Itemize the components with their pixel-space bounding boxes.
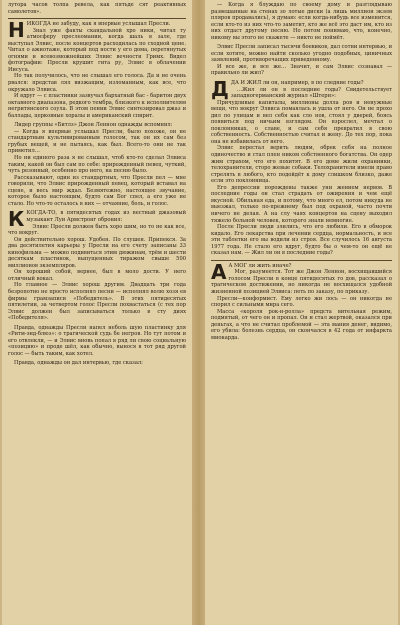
text-paragraph: Элвис Пресли должен быть хоро шим, но то не как все, что вокруг. <box>8 223 186 237</box>
text-paragraph: Правда, однажды он дал интервью, где сказал: <box>14 360 143 367</box>
text-paragraph: ККОГДА-ТО, в пятидесятых годах из вестный джазовый музыкант Луи Армстронг обронил: <box>8 207 186 232</box>
text-paragraph: ДДА И ЖИЛ ли он, например, в по следние годы? <box>211 77 364 102</box>
text-paragraph: И вдруг — с пластинки зазвучал бархатный бас - баритон двух октавного диапазона, редкого тембра, близкого к исполнителям негритянского соула. В этом пении Элвис синтезировал джаз и баллады, церковные хоралы и американский спирит. <box>8 93 186 119</box>
text-paragraph: Лидер группы «Битлз» Джон Леннон однажды вспомнил: <box>14 122 173 129</box>
text-paragraph: Его депрессии порождены также уни жением нервов. В последние годы он стал страдать от ожирения и чем ещё вкусной. Обильная еда, и потому, что много ел, потом никуда не выезжал, только по-прежнему был под охраной, часто почти ничего не делая. А на слу чаях концертов на сцену выходил тяжело больной человек, которого знали немногие. <box>211 184 392 224</box>
text-paragraph: А А МОГ ли жить иначе? <box>211 259 292 284</box>
text-paragraph: Он действительно хорош. Удобен. По слушен. Припекся. За два десятилетия карьеры у Пресли на его счету записаны 33 кинофильма — можно подивиться этим дюжинам, трём и шести десяткам пластинок, выпущенных тиражом свыше 500 миллионов экземпляров. <box>8 236 186 269</box>
text-paragraph: Но так получилось, что не слышал его голоса. Да и не очень рвался: представ лял визжащим, изломанным, как все, что окружало Элвиса. <box>8 73 186 93</box>
divider <box>211 260 392 261</box>
text-paragraph: Правда, однажды Пресли напел неболь шую пластинку для «Ритм-энд-блюз»: о трагической судь бе негров. Но тут потом и его отвлекли, — и Элвис вновь попал в ряд ли свою социальную «позицию» и проде шёл, как обычно, вынося в тот ряд другой голос — быть таким, как хотел. <box>8 324 186 357</box>
text-paragraph: лутора часов толпа ревела, как пятьде сят реактивных самолетов». <box>8 2 186 15</box>
text-paragraph: Но ни единого раза я не слышал, чтоб кто-то сделал Элвиса таким, какой он был сам по себе: прирожденный певец, чуткий, чуть резонный, особенно про него, на песню было. <box>8 155 186 175</box>
text-paragraph: Мог, разумеется. Тот же Джон Леннон, восхищавшийся голосом Пресли в конце пятидесятых го дов, рассказал о трагическом достижении, но никогда не восхищался удобной жизненной позицией Элвиса: петь по заказу, по приказу. <box>211 269 392 295</box>
text-paragraph: Рассказывают, один из стандартных, что Пресли пел — мне говорили, что Элвис прирожденный певец, который вставал на сцене, и весь мир ждал. Безмятежно, настоящее звучание, которое было настоящим, будто сам Бог спел, а его уже не стало. Но что-то осталось в них — отчаяние, боль, и голос. <box>8 174 186 207</box>
text-paragraph: …Жил ли он в последние годы? Свидетельствует западногерманский журнал «Штерн»: <box>230 86 392 100</box>
drop-cap: Н <box>8 18 25 43</box>
text-paragraph: Пресли—конформист. Ему легко жи лось — он никогда не спорил с сильными мира сего. <box>211 295 392 309</box>
text-paragraph: НИКОГДА не забуду, как я впервые услышал Пресли. <box>8 18 171 43</box>
clipping-gap <box>192 0 205 625</box>
text-paragraph: Знал уже факты скандальной хро ники, читал ту атмосферу преслеомании, когда шаль в зале, где выступал Элвис, после концертов расходилась по сходной цене. Читал о ажиотаже, который под ности у его дома, перетянутых огнями и всевозможнейших Элвис вечности Гримх. Видел фотографии: Пресли крушит гита ру, Элвис в облачении Иисуса. <box>8 27 186 73</box>
text-paragraph: И все же, и все же… Значит, и сам Элвис сознавал — правильно ли жил? <box>211 63 392 77</box>
text-paragraph: — Когда я блуждаю по своему дому и разглядываю развешанные на стенах зо лотые диски (а лишь миллион экзем пляров продавались), я думаю: если когда-нибудь все изменится, если кто-то из них что-то заметит, кто же всё это даст им, кто из них отдаст другому песню. Но потом понимаю, что, конечно, никому вы этого не скажете — никто не поймёт. <box>211 2 392 41</box>
left-column <box>2 0 192 625</box>
text-paragraph: Он хороший собой, вернее, был в моло дости. У него отличный вокал. <box>8 269 186 282</box>
text-paragraph: После Пресли люди злились, что его любили. Его в обморок кидало. Его лекарства при лечении сердца, нормальность, и все эти таблетки его вы водили из строя. Все случилось 16 августа 1977 года. Не стало его вдруг, будто бы о чем-то он ещё не сказал нам. — Жил ли он в последние годы? <box>211 224 392 257</box>
drop-cap: Д <box>211 77 229 102</box>
text-paragraph: Но главное — Элвис хорош другим. Двадцать три года безропотно не просто исполнял песни — исполнял волю хозя ев фирмы грамзаписи «Победитель». В этих пятидесятых пятилетии, за четвертом голос Пресли похвастаться (с тех пор Элвис должен был записываться только в сту диях «Победителя». <box>8 282 186 322</box>
text-paragraph: Элвис перестал верить людям, обрек себя на полное одиночество и стал плен ником собственного богатства. Он одер жим страхом, что его похитят. В его доме жили охранники, телохранители, сторо жевые собаки. Телохранители имели право стрелять в любого, кто подойдёт к дому слишком близко, даже если это поклонница. <box>211 145 392 185</box>
text-paragraph: — Когда я впервые услышал Пресли, было похоже, он не стандартным культивированным голосом, так он их сам без грубых вещей, и не пытаясь, как был. Всего-то они не так приметил… <box>8 128 186 155</box>
text-paragraph: Причудливые капиталы, миллионы долла ров и ненужные вещи, что вокруг Элвиса помаялась и ушла от него. Он не прохо дил по улицам и вел себя как сло нов, стоял у дверей, боясь появиться под ничьим взглядом. Он взрослел, мечтал о поклонниках, о славе, и сам себя превратил в свою собственность. Собственностью считал и жену. До тех пор, пока она не избавилась от него. <box>211 99 392 145</box>
right-column <box>205 0 398 625</box>
drop-cap: А <box>211 259 227 284</box>
text-paragraph: Масса «короля рок-н-ролла» предста вительная режим, подмятый, от чего он и пропал. Он и стал жертвой, оказался при деньгах, а что не считал проблемой — эта мания денег, видимо, его убила: болезнь сердца, он скончался в 42 года от инфаркта миокарда. <box>211 308 392 341</box>
text-paragraph: Элвис Пресли записал тысячи боевиков, дал сотни интервью, и если хотите, можно найти сколько угодно подобных, циничных заявлений, противоречащих приведенному. <box>211 44 392 64</box>
drop-cap: К <box>8 207 25 232</box>
divider <box>8 18 186 19</box>
